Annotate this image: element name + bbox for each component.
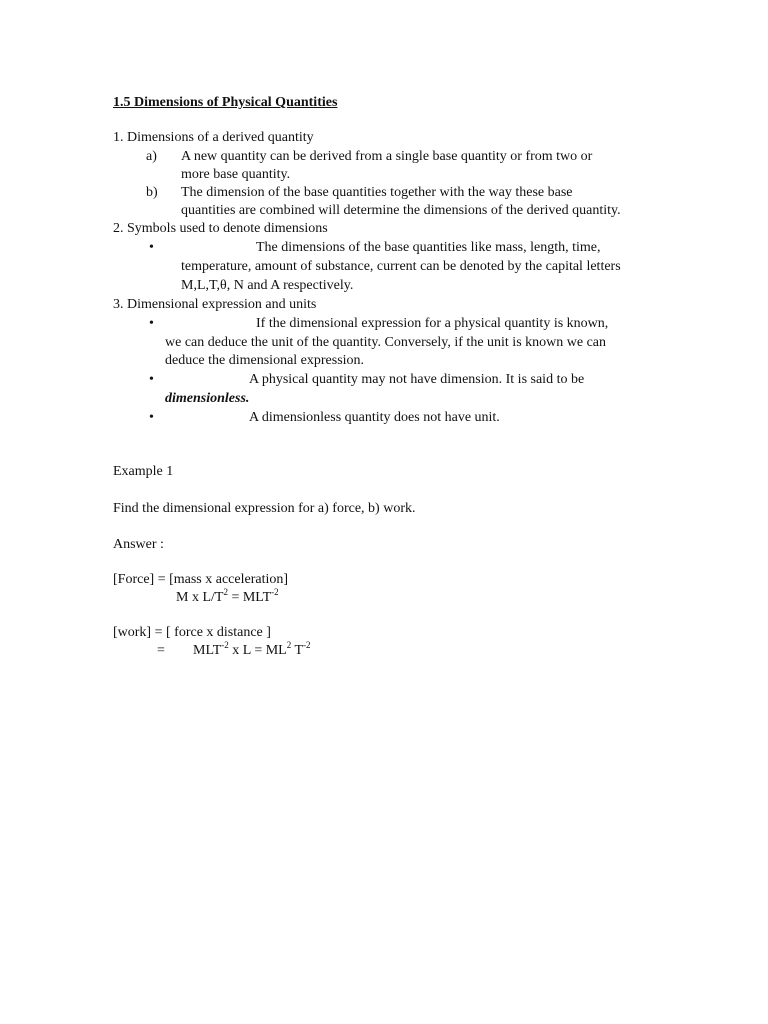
example-label: Example 1 [113, 464, 174, 479]
section-3-bullet-2-line2: dimensionless. [165, 391, 250, 406]
bullet-icon: • [149, 410, 154, 425]
section-3-bullet-1-line3: deduce the dimensional expression. [165, 353, 365, 368]
section-2-text-line3: M,L,T,θ, N and A respectively. [181, 278, 354, 293]
bullet-icon: • [149, 372, 154, 387]
work-equation-line1: [work] = [ force x distance ] [113, 625, 271, 640]
work-exponent-1: -2 [221, 640, 229, 650]
work-term-mlt: MLT [193, 643, 222, 658]
section-3-bullet-3-line1: A dimensionless quantity does not have unit. [249, 410, 500, 425]
work-exponent-3: -2 [303, 640, 311, 650]
force-exponent-2: -2 [271, 587, 279, 597]
force-exponent-1: 2 [223, 587, 228, 597]
page-title: 1.5 Dimensions of Physical Quantities [113, 95, 338, 110]
section-2-text-line1: The dimensions of the base quantities like mass, length, time, [256, 240, 601, 255]
work-term-mid: x L = ML [228, 643, 287, 658]
work-equals-sign: = [157, 643, 165, 658]
example-question: Find the dimensional expression for a) force, b) work. [113, 501, 416, 516]
section-3-bullet-2-line1: A physical quantity may not have dimension. It is said to be [249, 372, 585, 387]
force-term-a: M x L/T [176, 590, 224, 605]
section-2-heading: 2. Symbols used to denote dimensions [113, 221, 328, 236]
section-3-heading: 3. Dimensional expression and units [113, 297, 317, 312]
work-equation-line2 [193, 642, 311, 661]
item-a-text-line1: A new quantity can be derived from a single base quantity or from two or [181, 149, 593, 164]
bullet-icon: • [149, 240, 154, 255]
item-a-marker: a) [146, 149, 157, 164]
work-term-t: T [291, 643, 304, 658]
force-term-b: = MLT [227, 590, 272, 605]
section-3-bullet-1-line1: If the dimensional expression for a physical quantity is known, [256, 316, 609, 331]
section-1-heading: 1. Dimensions of a derived quantity [113, 130, 314, 145]
item-b-marker: b) [146, 185, 158, 200]
item-a-text-line2: more base quantity. [181, 167, 291, 182]
section-3-bullet-1-line2: we can deduce the unit of the quantity. Conversely, if the unit is known we can [165, 335, 607, 350]
bullet-icon: • [149, 316, 154, 331]
answer-label: Answer : [113, 537, 164, 552]
item-b-text-line1: The dimension of the base quantities together with the way these base [181, 185, 573, 200]
force-equation-line2 [176, 589, 279, 608]
section-2-text-line2: temperature, amount of substance, current can be denoted by the capital letters [181, 259, 621, 274]
item-b-text-line2: quantities are combined will determine the dimensions of the derived quantity. [181, 203, 621, 218]
force-equation-line1: [Force] = [mass x acceleration] [113, 572, 289, 587]
work-exponent-2: 2 [286, 640, 292, 650]
